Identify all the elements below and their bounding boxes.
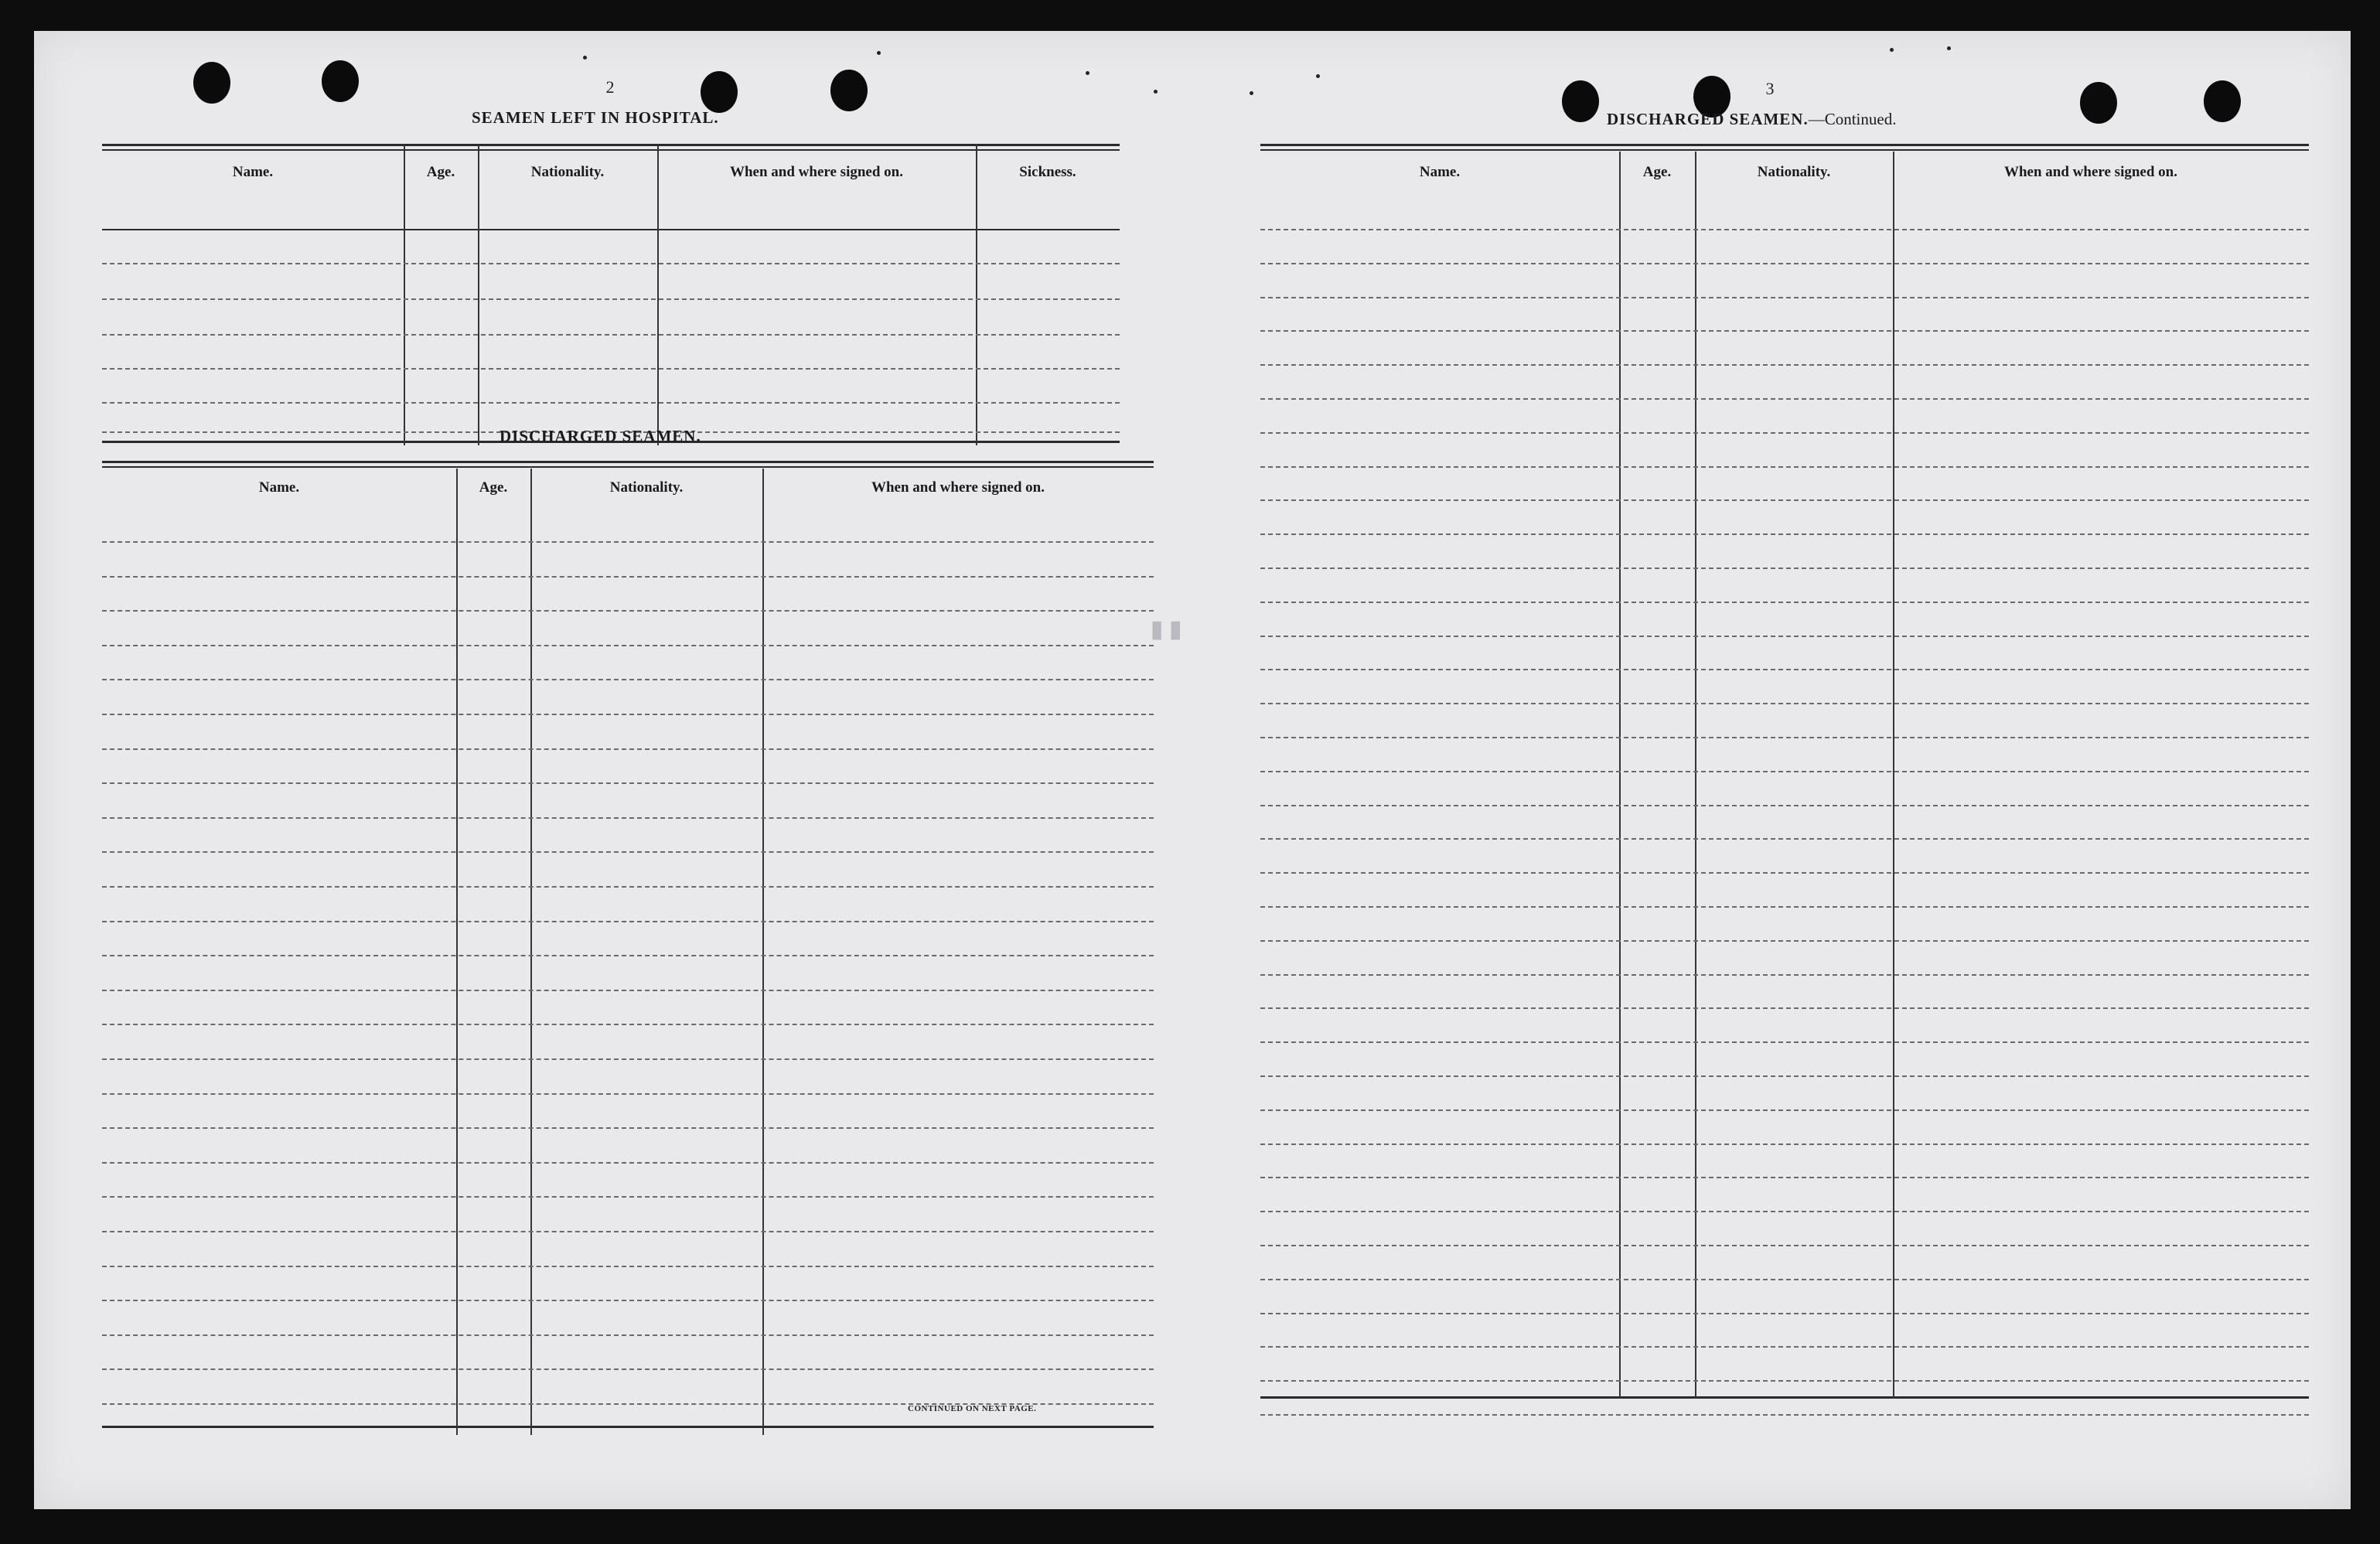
punch-hole-3 bbox=[701, 71, 738, 113]
discharged-col-nationality: Nationality. bbox=[609, 479, 684, 496]
discharged-col-name: Name. bbox=[258, 479, 300, 496]
table-row-line bbox=[1260, 229, 2309, 230]
continued-col-signed-on: When and where signed on. bbox=[2003, 164, 2177, 180]
continued-col-nationality: Nationality. bbox=[1757, 164, 1831, 180]
table-row-line bbox=[102, 263, 1120, 264]
punch-hole-2 bbox=[322, 60, 359, 102]
table-row-line bbox=[1260, 499, 2309, 501]
table-row-line bbox=[102, 1162, 1154, 1164]
table-row-line bbox=[102, 990, 1154, 991]
header-bottom-rule bbox=[102, 229, 1120, 230]
table-row-line bbox=[1260, 838, 2309, 840]
discharged-continued-title-main: DISCHARGED SEAMEN. bbox=[1607, 110, 1809, 128]
speck bbox=[583, 56, 587, 60]
page-number-right: 3 bbox=[1765, 79, 1775, 98]
table-bottom-rule bbox=[102, 1426, 1154, 1428]
table-row-line bbox=[102, 921, 1154, 922]
table-row-line bbox=[1260, 432, 2309, 434]
table-row-line bbox=[102, 1127, 1154, 1129]
table-bottom-rule bbox=[1260, 1396, 2309, 1399]
speck bbox=[1250, 91, 1253, 95]
table-row-line bbox=[102, 576, 1154, 578]
table-row-line bbox=[1260, 771, 2309, 772]
table-row-line bbox=[102, 1231, 1154, 1232]
table-row-line bbox=[102, 402, 1120, 404]
continued-col-name: Name. bbox=[1419, 164, 1461, 180]
document-sheet bbox=[34, 31, 2351, 1509]
table-row-line bbox=[1260, 1177, 2309, 1178]
table-row-line bbox=[1260, 974, 2309, 976]
punch-hole-7 bbox=[2080, 82, 2117, 124]
table-row-line bbox=[1260, 669, 2309, 670]
speck bbox=[1086, 71, 1089, 75]
hospital-col-signed-on: When and where signed on. bbox=[729, 164, 903, 180]
hospital-col-age: Age. bbox=[426, 164, 455, 180]
table-row-line bbox=[102, 1093, 1154, 1095]
table-row-line bbox=[1260, 602, 2309, 603]
hospital-section-title: SEAMEN LEFT IN HOSPITAL. bbox=[472, 108, 719, 127]
continued-col-age: Age. bbox=[1642, 164, 1672, 180]
table-row-line bbox=[1260, 533, 2309, 535]
punch-hole-8 bbox=[2204, 80, 2241, 122]
table-row-line bbox=[102, 679, 1154, 680]
table-row-line bbox=[1260, 906, 2309, 908]
table-row-line bbox=[102, 748, 1154, 750]
continued-note: CONTINUED ON NEXT PAGE. bbox=[908, 1404, 1037, 1413]
column-divider bbox=[456, 469, 458, 1435]
discharged-continued-title bbox=[1607, 110, 1896, 129]
hospital-col-nationality: Nationality. bbox=[530, 164, 605, 180]
speck bbox=[1154, 90, 1158, 94]
table-row-line bbox=[102, 1368, 1154, 1370]
hospital-table bbox=[102, 144, 1120, 445]
discharged-col-age: Age. bbox=[479, 479, 508, 496]
table-row-line bbox=[102, 1334, 1154, 1336]
table-row-line bbox=[102, 1024, 1154, 1025]
page-number-left: 2 bbox=[605, 77, 615, 97]
punch-hole-4 bbox=[830, 70, 868, 111]
table-row-line bbox=[102, 782, 1154, 784]
discharged-table-right bbox=[1260, 144, 2309, 1440]
table-row-line bbox=[102, 817, 1154, 819]
table-row-line bbox=[1260, 1007, 2309, 1009]
column-divider bbox=[530, 469, 532, 1435]
table-row-line bbox=[1260, 567, 2309, 569]
table-row-line bbox=[1260, 330, 2309, 332]
table-row-line bbox=[102, 714, 1154, 715]
hospital-col-sickness: Sickness. bbox=[1019, 164, 1076, 180]
column-divider bbox=[762, 469, 764, 1435]
table-row-line bbox=[1260, 703, 2309, 704]
table-row-line bbox=[1260, 1109, 2309, 1111]
table-row-line bbox=[1260, 364, 2309, 366]
table-row-line bbox=[1260, 872, 2309, 874]
table-row-line bbox=[102, 610, 1154, 612]
table-row-line bbox=[1260, 1041, 2309, 1043]
table-row-line bbox=[1260, 1279, 2309, 1280]
discharged-table-left bbox=[102, 461, 1154, 1435]
table-row-line bbox=[102, 298, 1120, 300]
punch-hole-5 bbox=[1562, 80, 1599, 122]
table-row-line bbox=[1260, 636, 2309, 637]
table-row-line bbox=[1260, 466, 2309, 468]
table-row-line bbox=[1260, 805, 2309, 806]
table-row-line bbox=[1260, 263, 2309, 264]
table-row-line bbox=[1260, 940, 2309, 942]
table-row-line bbox=[1260, 1346, 2309, 1348]
table-row-line bbox=[102, 886, 1154, 888]
table-row-line bbox=[1260, 1144, 2309, 1145]
speck bbox=[1890, 48, 1894, 52]
table-row-line bbox=[102, 334, 1120, 336]
table-row-line bbox=[1260, 297, 2309, 298]
table-row-line bbox=[1260, 1414, 2309, 1416]
table-row-line bbox=[1260, 737, 2309, 738]
speck bbox=[877, 51, 881, 55]
discharged-col-signed-on: When and where signed on. bbox=[871, 479, 1045, 496]
table-row-line bbox=[102, 541, 1154, 543]
table-row-line bbox=[1260, 1380, 2309, 1382]
speck bbox=[1947, 46, 1951, 50]
table-row-line bbox=[102, 1058, 1154, 1060]
table-row-line bbox=[1260, 1211, 2309, 1212]
table-row-line bbox=[1260, 398, 2309, 400]
discharged-continued-suffix: —Continued. bbox=[1808, 110, 1897, 128]
table-row-line bbox=[102, 1266, 1154, 1267]
discharged-section-title: DISCHARGED SEAMEN. bbox=[500, 427, 701, 445]
table-row-line bbox=[102, 645, 1154, 646]
table-row-line bbox=[1260, 1313, 2309, 1314]
table-row-line bbox=[1260, 1245, 2309, 1246]
hospital-col-name: Name. bbox=[232, 164, 274, 180]
table-row-line bbox=[102, 851, 1154, 853]
table-row-line bbox=[102, 368, 1120, 370]
table-row-line bbox=[102, 955, 1154, 956]
speck bbox=[1316, 74, 1320, 78]
punch-hole-1 bbox=[193, 62, 230, 104]
table-row-line bbox=[102, 1300, 1154, 1301]
bleed-through-mark: ▮▮ bbox=[1147, 614, 1185, 649]
table-row-line bbox=[1260, 1075, 2309, 1077]
table-row-line bbox=[102, 1196, 1154, 1198]
